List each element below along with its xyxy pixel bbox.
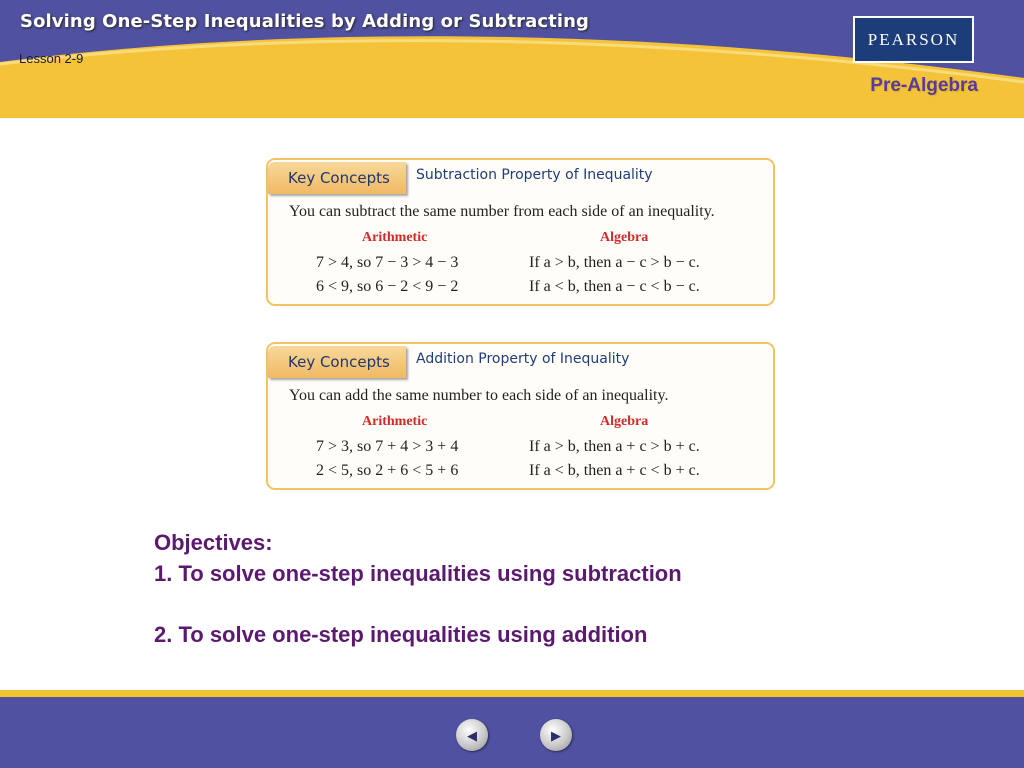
algebra-rule: If a > b, then a − c > b − c. xyxy=(529,254,700,271)
next-slide-button[interactable] xyxy=(540,719,572,751)
objective-item: 1. To solve one-step inequalities using subtraction xyxy=(154,561,682,586)
key-concepts-tab: Key Concepts xyxy=(268,346,406,378)
arithmetic-example: 7 > 3, so 7 + 4 > 3 + 4 xyxy=(316,438,459,455)
footer-stripe xyxy=(0,690,1024,697)
objective-item: 2. To solve one-step inequalities using addition xyxy=(154,622,648,647)
chevron-right-icon: ▶ xyxy=(551,727,561,743)
concept-description: You can subtract the same number from each side of an inequality. xyxy=(289,203,715,220)
arithmetic-example: 7 > 4, so 7 − 3 > 4 − 3 xyxy=(316,254,459,271)
algebra-heading: Algebra xyxy=(600,414,649,429)
concept-description: You can add the same number to each side of an inequality. xyxy=(289,387,669,404)
slide-header xyxy=(0,0,1024,118)
slide-footer xyxy=(0,697,1024,768)
concept-title: Subtraction Property of Inequality xyxy=(416,167,653,183)
key-concept-addition xyxy=(266,342,775,490)
arithmetic-example: 2 < 5, so 2 + 6 < 5 + 6 xyxy=(316,462,459,479)
slide-title: Solving One-Step Inequalities by Adding or Subtracting xyxy=(20,11,590,32)
algebra-rule: If a < b, then a − c < b − c. xyxy=(529,278,700,295)
chevron-left-icon: ◀ xyxy=(467,727,477,743)
objectives-heading: Objectives: xyxy=(154,530,273,555)
key-concepts-tab: Key Concepts xyxy=(268,162,406,194)
subject-label: Pre-Algebra xyxy=(870,75,978,96)
arithmetic-heading: Arithmetic xyxy=(362,230,428,245)
arithmetic-example: 6 < 9, so 6 − 2 < 9 − 2 xyxy=(316,278,459,295)
algebra-rule: If a < b, then a + c < b + c. xyxy=(529,462,700,479)
key-concept-subtraction xyxy=(266,158,775,306)
algebra-rule: If a > b, then a + c > b + c. xyxy=(529,438,700,455)
arithmetic-heading: Arithmetic xyxy=(362,414,428,429)
algebra-heading: Algebra xyxy=(600,230,649,245)
concept-title: Addition Property of Inequality xyxy=(416,351,630,367)
pearson-logo: PEARSON xyxy=(853,16,974,63)
lesson-label: Lesson 2-9 xyxy=(19,51,84,66)
previous-slide-button[interactable] xyxy=(456,719,488,751)
